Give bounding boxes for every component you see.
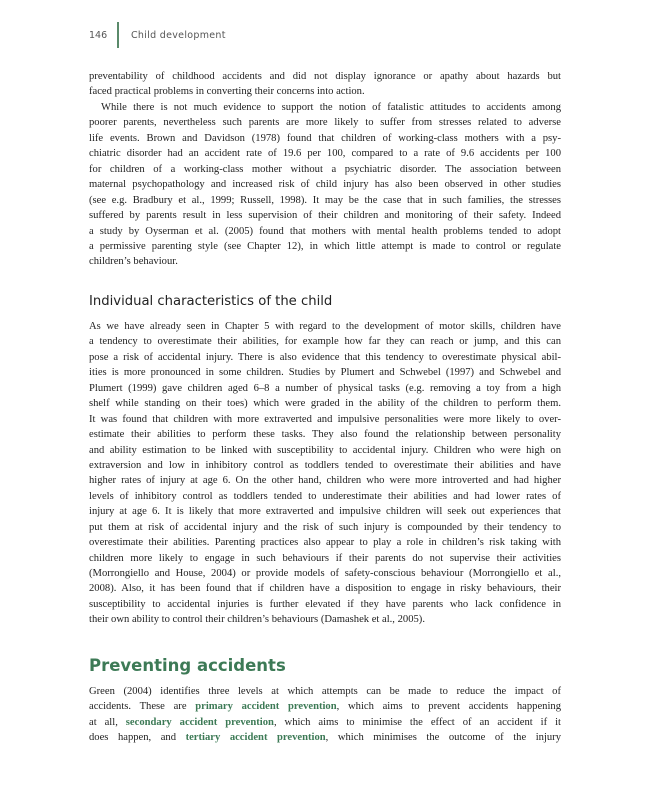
text-segment: Green (2004) identifies three levels at which attempts can be made to reduce the impact of [89,686,561,697]
header-divider [117,22,119,48]
text-line: ities is more pronounced in some children. Studies by Plumert and Schwebel (1997) and Schwebel and [89,367,561,379]
text-line [89,699,561,714]
text-line: suffered by parents result in less supervision of their children and monitoring of their safety. Indeed [89,210,561,222]
text-line [89,715,561,730]
text-line: While there is not much evidence to support the notion of fatalistic attitudes to accidents among [101,102,561,113]
text-line: pose a risk of accidental injury. There is also evidence that this tendency to overestimate physical abil- [89,351,561,363]
page-number: 146 [89,29,108,41]
text-segment: at all, [89,716,126,728]
text-line: put them at risk of accidental injury and the risk of such injury is compounded by their tendency to [89,521,561,533]
paragraph-preventing-accidents [89,684,561,746]
text-line: estimate their abilities to perform these tasks. They also found the relationship between personality [89,429,561,441]
text-line: faced practical problems in converting their concerns into action. [89,86,365,98]
text-line: shelf while standing on their toes) which were graded in the ability of the children to perform them. [89,398,561,410]
text-line: for children of a working-class mother without a psychiatric disorder. The association between [89,163,561,175]
text-segment: accidents. These are [89,701,196,713]
text-line: life events. Brown and Davidson (1978) found that children of working-class mothers with a psy- [89,132,561,144]
section-heading-individual-characteristics: Individual characteristics of the child [89,294,333,309]
text-line: chiatric disorder had an accident rate of 19.6 per 100, compared to a rate of 9.6 accidents per 100 [89,148,561,160]
key-term: tertiary accident prevention [185,732,326,744]
text-line: children more likely to engage in such behaviours if their parents do not supervise their activities [89,552,561,564]
text-line: and ability estimation to be linked with susceptibility to accidental injury. Children who were high on [89,444,561,456]
text-line: a study by Oyserman et al. (2005) found that mothers with mental health problems tended to adopt [89,225,561,237]
text-line: (see e.g. Bradbury et al., 1999; Russell, 1998). It may be the case that in such families, the stresses [89,194,561,206]
text-line: extraversion and low in inhibitory control as toddlers tended to overestimate their abilities and have [89,459,561,471]
key-term: secondary accident prevention [125,716,274,728]
text-segment: , which minimises the outcome of the injury [325,732,562,744]
text-line: a permissive parenting style (see Chapter 12), in which little attempt is made to control or regulate [89,240,561,252]
text-line: 2008). Also, it has been found that if children have a disposition to engage in risky behaviours, their [89,583,561,595]
text-line [89,684,561,699]
text-line: As we have already seen in Chapter 5 with regard to the development of motor skills, children have [89,321,561,332]
text-line: poorer parents, nevertheless such parents are more likely to suffer from stresses related to adverse [89,117,561,129]
running-header [89,22,226,48]
text-line [89,730,561,745]
text-line: higher rates of injury at age 6. On the other hand, children who were more introverted and had higher [89,475,561,487]
text-line: Plumert (1999) gave children aged 6–8 a number of physical tasks (e.g. removing a toy from a high [89,382,561,394]
text-segment: , which aims to minimise the effect of an accident if it [273,716,561,728]
text-line: their own ability to control their children’s behaviours (Damashek et al., 2005). [89,614,425,626]
text-segment: does happen, and [89,732,186,744]
paragraph-1 [89,69,561,100]
text-line: levels of inhibitory control as toddlers tended to underestimate their abilities and had lower rates of [89,490,561,502]
text-line: injury at age 6. It is likely that more extraverted and impulsive children will seek out experiences that [89,506,561,518]
text-line: a tendency to overestimate their abilities, for example how far they can reach or jump, and this can [89,336,561,348]
key-term: primary accident prevention [195,701,337,713]
text-line: susceptibility to accidental injuries is further elevated if they have parents who lack confidence in [89,598,561,610]
text-line: It was found that children with more extraverted and impulsive personalities were more likely to over- [89,413,561,425]
text-line: (Morrongiello and House, 2004) or provide models of safety-conscious behaviour (Morrongiello et al., [89,568,561,579]
section-heading-preventing-accidents: Preventing accidents [89,656,286,675]
paragraph-individual-characteristics [89,319,561,628]
text-line: children’s behaviour. [89,256,178,268]
text-line: preventability of childhood accidents and did not display ignorance or apathy about hazards but [89,71,561,82]
text-segment: , which aims to prevent accidents happening [336,701,561,713]
text-line: overestimate their abilities. Parenting practices also appear to play a role in children’s risk taking with [89,537,561,549]
text-line: maternal psychopathology and increased risk of child injury has also been observed in other studies [89,179,561,191]
paragraph-2 [89,100,561,270]
running-title: Child development [131,29,226,41]
